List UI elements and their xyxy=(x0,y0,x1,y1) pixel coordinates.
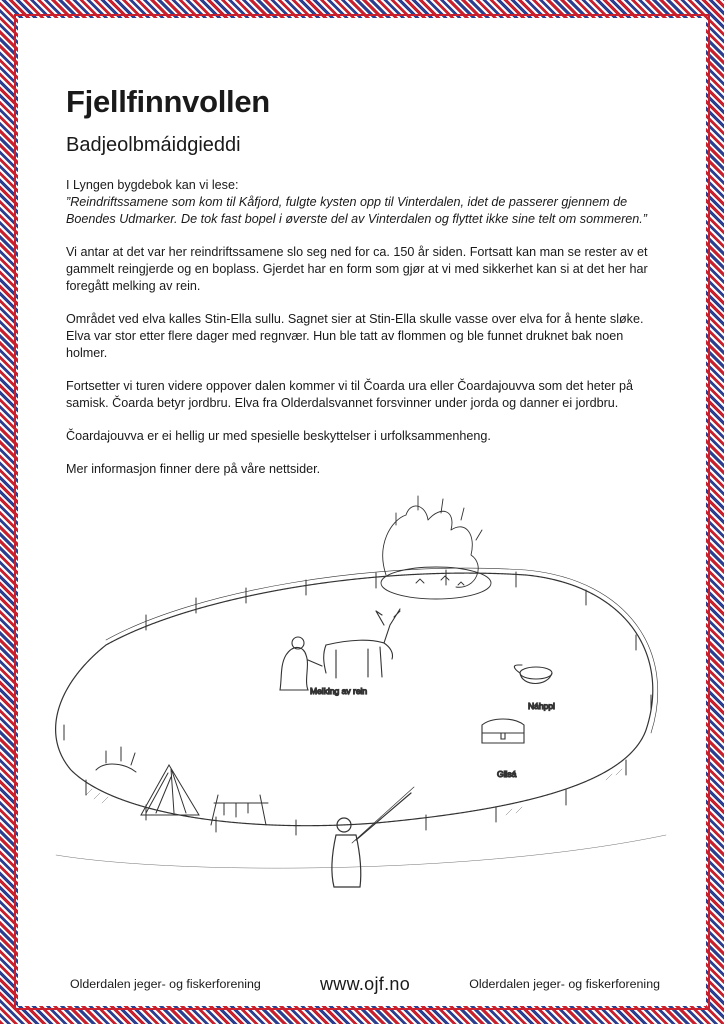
label-milking: Melking av rein xyxy=(310,686,368,696)
footer-website-link[interactable]: www.ojf.no xyxy=(319,973,411,994)
reindeer-corral-illustration xyxy=(46,495,676,895)
label-box: Giisá xyxy=(497,769,517,779)
box-icon xyxy=(482,719,524,743)
intro-quote: ”Reindriftssamene som kom til Kåfjord, fulgte kysten opp til Vinterdalen, idet de passerer gjennem de Boendes Udmarker. De tok fast bopel i øverste del av Vinterdalen og flyttet ikke sine telt om sommeren.” xyxy=(66,195,647,226)
paragraph: Mer informasjon finner dere på våre nettsider. xyxy=(66,462,321,476)
tent-sketch xyxy=(96,747,199,815)
grove-sketch xyxy=(381,496,491,599)
paragraphs xyxy=(66,244,666,478)
footer xyxy=(70,972,660,996)
corral-fence xyxy=(56,573,653,826)
paragraph: Vi antar at det var her reindriftssamene slo seg ned for ca. 150 år siden. Fortsatt kan man se rester av et gammelt reingjerde og en boplass. Gjerdet har en form som gjør at vi med sikkerhet kan si at det her har foregått melking av rein. xyxy=(66,245,648,293)
paragraph: Čoardajouvva er ei hellig ur med spesielle beskyttelser i urfolksammenheng. xyxy=(66,429,491,443)
page-subtitle: Badjeolbmáidgieddi xyxy=(66,134,241,156)
page-title: Fjellfinnvollen xyxy=(66,84,270,119)
intro-section xyxy=(66,177,666,228)
label-cup: Náhppi xyxy=(528,701,555,711)
paragraph: Fortsetter vi turen videre oppover dalen kommer vi til Čoarda ura eller Čoardajouvva som det heter på samisk. Čoarda betyr jordbru. Elva fra Olderdalsvannet forsvinner under jorda og danner ei jordbru. xyxy=(66,379,633,410)
intro-lead: I Lyngen bygdebok kan vi lese: xyxy=(66,178,239,192)
cup-icon xyxy=(514,665,552,684)
paragraph: Området ved elva kalles Stin-Ella sullu. Sagnet sier at Stin-Ella skulle vasse over elva for å hente sløke. Elva var stor etter flere dager med regnvær. Hun ble tatt av flommen og ble funnet druknet bak noen holmer. xyxy=(66,312,644,360)
document-body xyxy=(66,84,666,494)
footer-right-org: Olderdalen jeger- og fiskerforening xyxy=(469,977,660,991)
milking-figure xyxy=(280,609,400,690)
footer-left-org: Olderdalen jeger- og fiskerforening xyxy=(70,977,261,991)
herder-figure xyxy=(332,787,414,887)
